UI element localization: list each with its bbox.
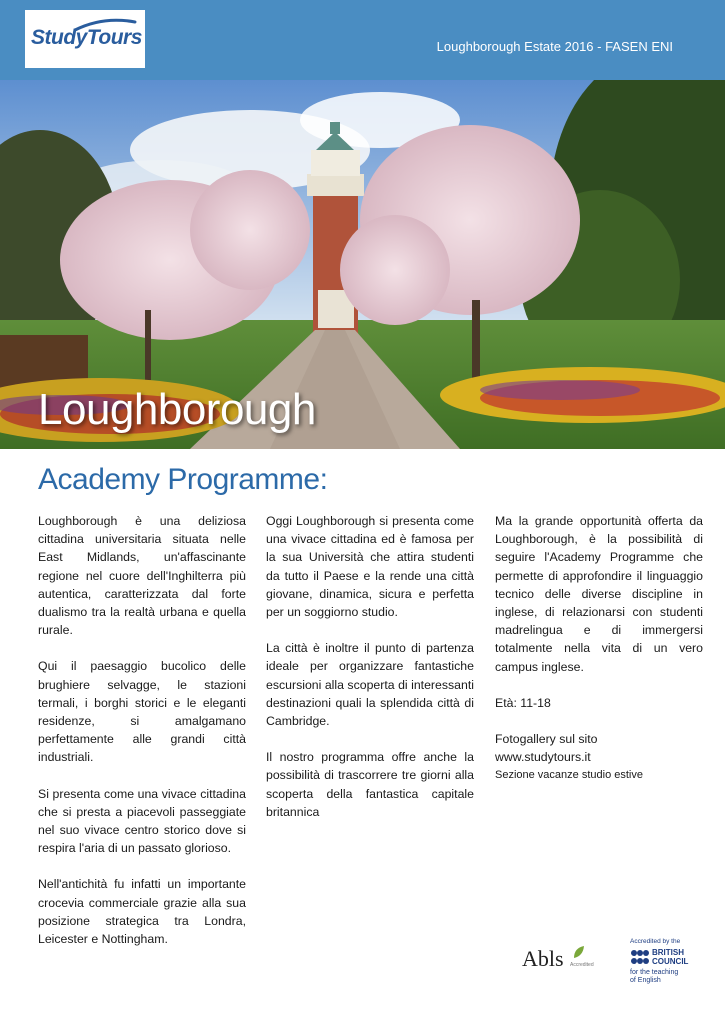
bc-teaching-line-2: of English [630, 977, 661, 984]
paragraph: Qui il paesaggio bucolico delle brughiere selvagge, le stazioni termali, i borghi storici e le eleganti residenze, si amalgamano perfettamente alle grandi città industriali. [38, 659, 246, 765]
gallery-section: Sezione vacanze studio estive [495, 769, 643, 782]
text-column-2 [266, 512, 474, 839]
hero-image [0, 80, 725, 449]
paragraph: Nell'antichità fu infatti un importante crocevia commerciale grazie alla sua posizione strategica tra Londra, Leicester e Nottingham. [38, 877, 246, 947]
leaf-icon [572, 944, 586, 960]
bc-name-line-1: BRITISH [652, 948, 684, 957]
bc-teaching-line-1: for the teaching [630, 969, 679, 976]
bc-name [652, 948, 688, 966]
gallery-url-link[interactable]: www.studytours.it [495, 750, 591, 765]
bc-accredited: Accredited by the [630, 938, 681, 945]
abls-sub: Accredited [570, 962, 594, 968]
abls-logo-text: Abls [522, 946, 564, 971]
age-range: Età: 11-18 [495, 695, 551, 710]
gallery-label: Fotogallery sul sito [495, 732, 598, 747]
text-column-3 [495, 512, 703, 785]
paragraph: La città è inoltre il punto di partenza ideale per organizzare fantastiche escursioni alla scoperta di interessanti destinazioni quali la splendida città di Cambridge. [266, 641, 474, 729]
text-column-1 [38, 512, 246, 966]
studytours-logo[interactable] [25, 10, 145, 68]
header-title: Loughborough Estate 2016 - FASEN ENI [436, 39, 673, 54]
paragraph: Ma la grande opportunità offerta da Loughborough, è la possibilità di seguire l'Academy Programme che permette di approfondire il linguaggio tecnico delle diverse discipline in inglese, di relazionarsi con studenti madrelingua e di immergersi totalmente nella vita di un vero campus inglese. [495, 514, 703, 674]
bc-name-line-2: COUNCIL [652, 957, 689, 966]
paragraph: Si presenta come una vivace cittadina che si presta a piacevoli passeggiate nel suo vivace centro storico dove si respira l'aria di un passato glorioso. [38, 786, 246, 856]
section-title: Academy Programme: [38, 463, 328, 496]
header-bar [0, 0, 725, 80]
bc-teaching [630, 969, 710, 985]
paragraph: Il nostro programma offre anche la possibilità di trascorrere tre giorni alla scoperta della fantastica capitale britannica [266, 750, 474, 819]
paragraph: Oggi Loughborough si presenta come una vivace cittadina ed è famosa per la sua Università che attira studenti da tutto il Paese e la rende una città giovane, dinamica, sicura e perfetta per un soggiorno studio. [266, 514, 474, 620]
abls-logo [522, 940, 594, 976]
british-council-logo [630, 938, 710, 994]
british-council-dots-icon [630, 949, 650, 967]
hero-title: Loughborough [38, 385, 316, 434]
logo-text: StudyTours [31, 26, 142, 49]
paragraph: Loughborough è una deliziosa cittadina universitaria situata nelle East Midlands, un'affascinante regione nel cuore dell'Inghilterra più autentica, caratterizzata dal forte dualismo tra la realtà urbana e quella rurale. [38, 514, 246, 638]
